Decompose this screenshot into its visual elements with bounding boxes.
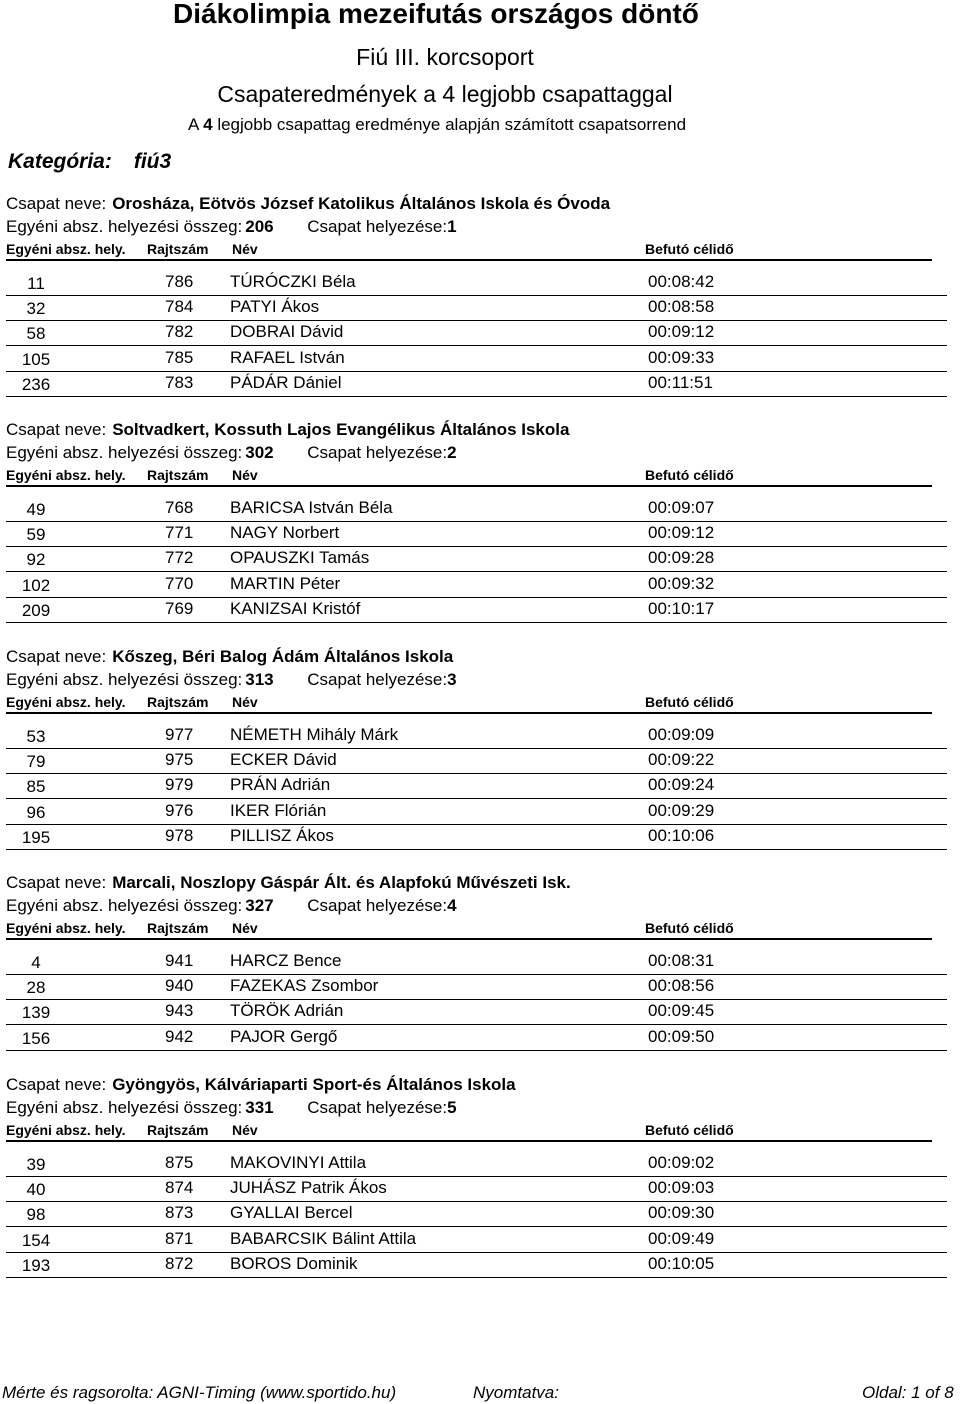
row-time: 00:09:12 [648,322,715,342]
category-label: Kategória: [8,150,112,173]
table-row [0,951,960,976]
row-divider [6,571,947,572]
table-row [0,523,960,548]
team-name: Marcali, Noszlopy Gáspár Ált. és Alapfokú Művészeti Isk. [112,873,571,892]
row-time: 00:08:56 [648,976,715,996]
col-header-time: Befutó célidő [645,241,734,257]
row-name: NAGY Norbert [230,523,340,543]
row-divider [6,371,947,372]
subtitle-count: 4 [203,115,213,134]
row-time: 00:09:50 [648,1026,715,1046]
row-divider [6,1226,947,1227]
team-name-label: Csapat neve: [6,420,107,439]
row-divider [6,295,947,296]
row-rank: 32 [26,299,46,319]
row-rank: 195 [21,827,51,847]
row-bib: 872 [165,1253,194,1273]
row-divider [6,798,947,799]
row-name: KANIZSAI Kristóf [230,598,361,618]
table-row [0,725,960,750]
row-bib: 771 [165,523,194,543]
table-row [0,1153,960,1178]
row-bib: 871 [165,1228,194,1248]
header-divider [6,712,932,714]
row-name: MARTIN Péter [230,573,341,593]
row-divider [6,824,947,825]
col-header-rank: Egyéni absz. hely. [6,1122,126,1138]
row-name: PATYI Ákos [230,297,320,317]
row-time: 00:09:30 [648,1203,715,1223]
row-bib: 978 [165,825,194,845]
row-divider [6,320,947,321]
team-name: Kőszeg, Béri Balog Ádám Általános Iskola [112,647,454,666]
col-header-name: Név [232,241,258,257]
team-summary-line [6,1098,457,1118]
row-rank: 209 [21,600,51,620]
table-row [0,272,960,297]
row-name: PRÁN Adrián [230,775,331,795]
team-name: Soltvadkert, Kossuth Lajos Evangélikus Általános Iskola [112,420,570,439]
team-place: 4 [447,896,457,915]
team-name-line [6,647,453,667]
row-name: MAKOVINYI Attila [230,1153,367,1172]
team-sum: 313 [245,670,274,689]
table-row [0,1254,960,1279]
row-rank: 92 [26,550,46,570]
row-name: BOROS Dominik [230,1253,358,1273]
row-time: 00:09:03 [648,1178,715,1198]
team-place-label: Csapat helyezése: [307,670,448,689]
table-row [0,750,960,775]
team-name-line [6,1075,516,1095]
sum-label: Egyéni absz. helyezési összeg: [6,217,243,236]
row-bib: 782 [165,322,194,342]
team-place: 5 [447,1098,457,1117]
table-row [0,297,960,322]
team-summary-line [6,896,457,916]
row-divider [6,396,947,397]
category-value: fiú3 [133,150,172,173]
team-name-label: Csapat neve: [6,1075,107,1094]
team-place: 1 [447,217,457,236]
col-header-name: Név [232,467,258,483]
row-divider [6,1024,947,1025]
team-sum: 327 [245,896,274,915]
row-bib: 783 [165,372,194,392]
row-time: 00:10:05 [648,1253,715,1273]
row-name: GYALLAI Bercel [230,1203,353,1223]
row-divider [6,974,947,975]
row-bib: 977 [165,725,194,744]
row-bib: 768 [165,498,194,517]
row-time: 00:10:17 [648,598,715,618]
category [8,150,171,174]
team-place-label: Csapat helyezése: [307,443,448,462]
row-rank: 102 [21,575,51,595]
table-row [0,322,960,347]
row-divider [6,773,947,774]
row-rank: 96 [26,802,46,822]
row-time: 00:09:29 [648,800,715,820]
header-divider [6,485,932,487]
table-row [0,599,960,624]
col-header-time: Befutó célidő [645,694,734,710]
row-divider [6,1277,947,1278]
row-name: TÚRÓCZKI Béla [230,272,356,291]
page-title: Diákolimpia mezeifutás országos döntő [173,0,699,29]
row-divider [6,521,947,522]
row-name: BARICSA István Béla [230,498,393,517]
row-name: FAZEKAS Zsombor [230,976,379,996]
row-time: 00:09:02 [648,1153,715,1172]
sum-label: Egyéni absz. helyezési összeg: [6,670,243,689]
subtitle-prefix: A [188,115,204,134]
row-divider [6,1050,947,1051]
col-header-bib: Rajtszám [147,467,209,483]
team-name-label: Csapat neve: [6,647,107,666]
team-sum: 302 [245,443,274,462]
row-name: PÁDÁR Dániel [230,372,342,392]
header-divider [6,938,932,940]
row-rank: 59 [26,525,46,545]
table-row [0,1229,960,1254]
footer-printed: Nyomtatva: [473,1383,559,1402]
row-time: 00:09:32 [648,573,715,593]
sum-label: Egyéni absz. helyezési összeg: [6,443,243,462]
sum-label: Egyéni absz. helyezési összeg: [6,1098,243,1117]
row-divider [6,597,947,598]
row-rank: 40 [26,1180,46,1200]
row-name: HARCZ Bence [230,951,342,970]
team-sum: 331 [245,1098,274,1117]
row-divider [6,849,947,850]
row-divider [6,1201,947,1202]
col-header-rank: Egyéni absz. hely. [6,467,126,483]
team-summary-line [6,217,457,237]
row-time: 00:09:07 [648,498,715,517]
team-name-label: Csapat neve: [6,873,107,892]
row-rank: 105 [21,349,51,369]
row-time: 00:09:33 [648,347,715,367]
row-time: 00:09:28 [648,548,715,568]
table-row [0,1203,960,1228]
row-name: PAJOR Gergő [230,1026,338,1046]
row-rank: 139 [21,1003,51,1023]
row-bib: 943 [165,1001,194,1021]
header-divider [6,1140,932,1142]
subtitle-age-group: Fiú III. korcsoport [356,44,534,70]
row-time: 00:09:49 [648,1228,715,1248]
row-divider [6,999,947,1000]
col-header-time: Befutó célidő [645,467,734,483]
team-place-label: Csapat helyezése: [307,1098,448,1117]
col-header-time: Befutó célidő [645,920,734,936]
subtitle-ranking-basis [188,115,686,135]
team-place-label: Csapat helyezése: [307,896,448,915]
row-rank: 4 [31,953,41,972]
row-rank: 98 [26,1205,46,1225]
row-bib: 784 [165,297,194,317]
team-place: 2 [447,443,457,462]
row-bib: 786 [165,272,194,291]
row-bib: 940 [165,976,194,996]
table-row [0,775,960,800]
row-time: 00:08:58 [648,297,715,317]
table-row [0,348,960,373]
row-bib: 873 [165,1203,194,1223]
table-row [0,976,960,1001]
row-time: 00:10:06 [648,825,715,845]
table-row [0,826,960,851]
row-bib: 875 [165,1153,194,1172]
row-bib: 976 [165,800,194,820]
row-rank: 79 [26,752,46,772]
row-rank: 156 [21,1028,51,1048]
col-header-rank: Egyéni absz. hely. [6,241,126,257]
row-time: 00:08:31 [648,951,715,970]
team-sum: 206 [245,217,274,236]
col-header-name: Név [232,1122,258,1138]
row-bib: 942 [165,1026,194,1046]
row-bib: 874 [165,1178,194,1198]
table-row [0,574,960,599]
team-summary-line [6,443,457,463]
team-place-label: Csapat helyezése: [307,217,448,236]
row-time: 00:09:45 [648,1001,715,1021]
row-name: ECKER Dávid [230,750,337,770]
row-divider [6,1176,947,1177]
row-divider [6,546,947,547]
subtitle-suffix: legjobb csapattag eredménye alapján számított csapatsorrend [212,115,687,134]
row-bib: 785 [165,347,194,367]
col-header-time: Befutó célidő [645,1122,734,1138]
row-rank: 236 [21,374,51,394]
row-rank: 85 [26,777,46,797]
table-row [0,1027,960,1052]
col-header-name: Név [232,694,258,710]
row-name: BABARCSIK Bálint Attila [230,1228,417,1248]
row-rank: 39 [26,1155,46,1174]
col-header-bib: Rajtszám [147,694,209,710]
col-header-rank: Egyéni absz. hely. [6,694,126,710]
row-rank: 58 [26,324,46,344]
row-divider [6,345,947,346]
row-bib: 941 [165,951,194,970]
table-row [0,498,960,523]
footer-measured: Mérte és ragsorolta: AGNI-Timing (www.sportido.hu) [2,1383,397,1402]
row-name: RAFAEL István [230,347,345,367]
table-row [0,373,960,398]
team-summary-line [6,670,457,690]
row-rank: 193 [21,1255,51,1275]
row-bib: 975 [165,750,194,770]
row-rank: 11 [27,274,45,293]
row-name: JUHÁSZ Patrik Ákos [230,1178,387,1198]
team-name-label: Csapat neve: [6,194,107,213]
col-header-bib: Rajtszám [147,1122,209,1138]
team-name: Gyöngyös, Kálváriaparti Sport-és Általános Iskola [112,1075,516,1094]
row-name: TÖRÖK Adrián [230,1001,344,1021]
row-rank: 49 [26,500,46,519]
table-row [0,1178,960,1203]
team-name: Orosháza, Eötvös József Katolikus Általános Iskola és Óvoda [112,194,611,213]
col-header-rank: Egyéni absz. hely. [6,920,126,936]
row-name: NÉMETH Mihály Márk [230,725,399,744]
row-rank: 154 [21,1230,51,1250]
row-time: 00:09:22 [648,750,715,770]
row-name: DOBRAI Dávid [230,322,344,342]
row-name: IKER Flórián [230,800,327,820]
team-name-line [6,873,571,893]
row-bib: 769 [165,598,194,618]
row-name: PILLISZ Ákos [230,825,334,845]
row-bib: 772 [165,548,194,568]
row-divider [6,622,947,623]
header-divider [6,259,932,261]
team-place: 3 [447,670,457,689]
row-bib: 770 [165,573,194,593]
col-header-name: Név [232,920,258,936]
row-bib: 979 [165,775,194,795]
subtitle-team-results: Csapateredmények a 4 legjobb csapattaggal [217,81,673,107]
team-name-line [6,420,569,440]
row-rank: 28 [26,978,46,998]
team-name-line [6,194,610,214]
row-divider [6,748,947,749]
sum-label: Egyéni absz. helyezési összeg: [6,896,243,915]
row-divider [6,1252,947,1253]
row-time: 00:09:24 [648,775,715,795]
row-name: OPAUSZKI Tamás [230,548,370,568]
row-rank: 53 [26,727,46,746]
col-header-bib: Rajtszám [147,241,209,257]
col-header-bib: Rajtszám [147,920,209,936]
row-time: 00:11:51 [648,372,713,392]
row-time: 00:09:12 [648,523,715,543]
row-time: 00:09:09 [648,725,715,744]
row-time: 00:08:42 [648,272,715,291]
table-row [0,801,960,826]
table-row [0,548,960,573]
footer-page: Oldal: 1 of 8 [862,1383,954,1402]
table-row [0,1001,960,1026]
